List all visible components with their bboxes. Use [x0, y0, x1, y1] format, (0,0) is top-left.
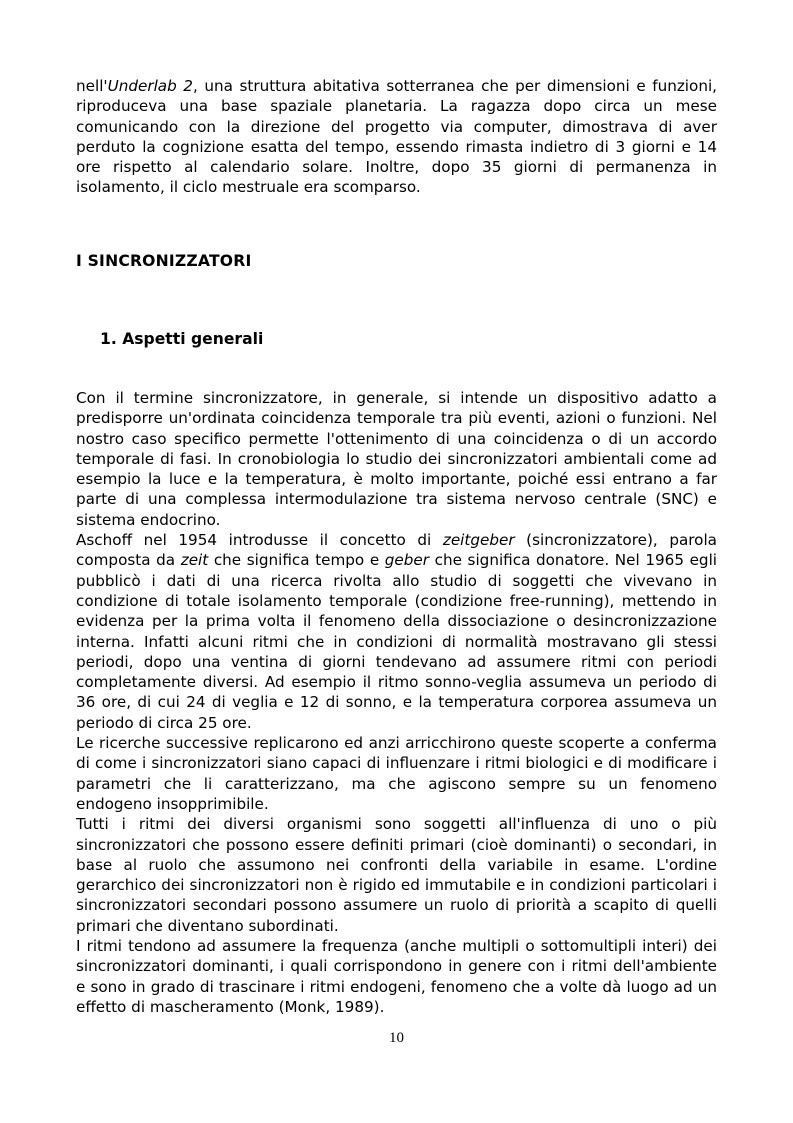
paragraph-4: Tutti i ritmi dei diversi organismi sono soggetti all'influenza di uno o più sincronizzatori che possono essere definiti primari (cioè dominanti) o secondari, in base al ruolo che assumono nei confronti della variabile in esame. L'ordine gerarchico dei sincronizzatori non è rigido ed immutabile e in condizioni particolari i sincronizzatori secondari possono assumere un ruolo di priorità a scapito di quelli primari che diventano subordinati. — [76, 815, 717, 935]
subsection-title: 1. Aspetti generali — [100, 330, 264, 348]
paragraph-2-part-a: Aschoff nel 1954 introdusse il concetto di — [76, 531, 443, 550]
intro-lead: nell' — [76, 77, 108, 95]
paragraph-2-term-zeitgeber: zeitgeber — [442, 531, 515, 550]
paragraph-2-part-g: che significa donatore. Nel 1965 egli pubblicò i dati di una ricerca rivolta allo studio di soggetti che vivevano in condizione di totale isolamento temporale (condizione free-running), mettendo in evidenza per la prima volta il fenomeno della dissociazione o desincronizzazione interna. Infatti alcuni ritmi che in condizioni di normalità mostravano gli stessi periodi, dopo una ventina di giorni tendevano ad assumere ritmi con periodi completamente diversi. Ad esempio il ritmo sonno-veglia assumeva un periodo di 36 ore, di cui 24 di veglia e 12 di sonno, e la temperatura corporea assumeva un periodo di circa 25 ore. — [76, 551, 718, 732]
paragraph-2 — [76, 530, 717, 733]
document-page — [76, 76, 718, 1016]
paragraph-3: Le ricerche successive replicarono ed anzi arricchirono queste scoperte a conferma di come i sincronizzatori siano capaci di influenzare i ritmi biologici e di modificare i parametri che li caratterizzano, ma che agiscono sempre su un fenomeno endogeno insopprimibile. — [76, 734, 717, 813]
intro-paragraph — [76, 76, 717, 198]
intro-lead-italic: Underlab 2 — [107, 77, 193, 95]
paragraph-2-part-c: (sincronizzatore), parola composta da — [76, 531, 717, 570]
section-title: I SINCRONIZZATORI — [76, 252, 252, 270]
intro-rest: , una struttura abitativa sotterranea che per dimensioni e funzioni, riproduceva una base spaziale planetaria. La ragazza dopo circa un mese comunicando con la direzione del progetto via computer, dimostrava di aver perduto la cognizione esatta del tempo, essendo rimasta indietro di 3 giorni e 14 ore rispetto al calendario solare. Inoltre, dopo 35 giorni di permanenza in isolamento, il ciclo mestruale era scomparso. — [76, 77, 717, 197]
paragraph-1: Con il termine sincronizzatore, in generale, si intende un dispositivo adatto a predisporre un'ordinata coincidenza temporale tra più eventi, azioni o funzioni. Nel nostro caso specifico permette l'ottenimento di una coincidenza o di un accordo temporale di fasi. In cronobiologia lo studio dei sincronizzatori ambientali come ad esempio la luce e la temperatura, è molto importante, poiché essi entrano a far parte di una complessa intermodulazione tra sistema nervoso centrale (SNC) e sistema endocrino. — [76, 389, 717, 529]
body-text — [76, 388, 717, 1017]
paragraph-2-term-zeit: zeit — [180, 551, 209, 570]
paragraph-2-part-e: che significa tempo e — [208, 551, 385, 570]
paragraph-5: I ritmi tendono ad assumere la frequenza (anche multipli o sottomultipli interi) dei sincronizzatori dominanti, i quali corrispondono in genere con i ritmi dell'ambiente e sono in grado di trascinare i ritmi endogeni, fenomeno che a volte dà luogo ad un effetto di mascheramento (Monk, 1989). — [76, 937, 717, 1016]
paragraph-2-term-geber: geber — [384, 551, 430, 570]
page-number: 10 — [389, 1030, 404, 1046]
